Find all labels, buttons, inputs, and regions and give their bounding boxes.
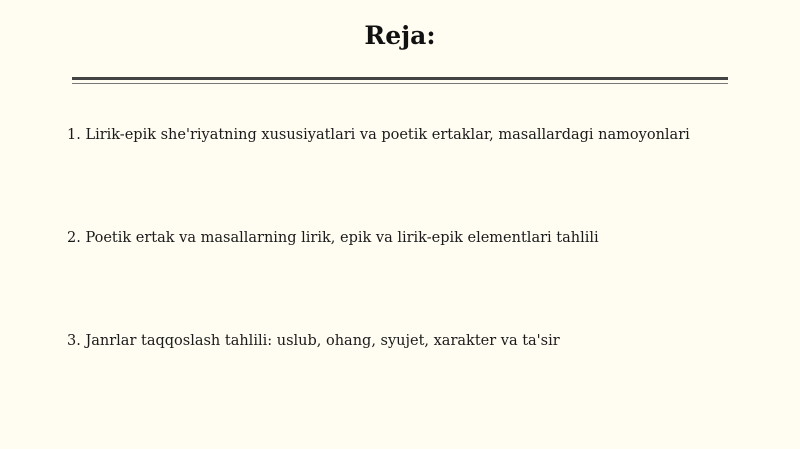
plan-item-2: 2. Poetik ertak va masallarning lirik, epik va lirik-epik elementlari tahlili xyxy=(67,230,599,246)
plan-item-3: 3. Janrlar taqqoslash tahlili: uslub, ohang, syujet, xarakter va ta'sir xyxy=(67,333,560,349)
slide-title: Reja: xyxy=(364,21,436,50)
title-divider-thick xyxy=(72,77,728,80)
title-divider-thin xyxy=(72,83,728,84)
plan-item-1: 1. Lirik-epik she'riyatning xususiyatlari va poetik ertaklar, masallardagi namoyonlari xyxy=(67,127,690,143)
